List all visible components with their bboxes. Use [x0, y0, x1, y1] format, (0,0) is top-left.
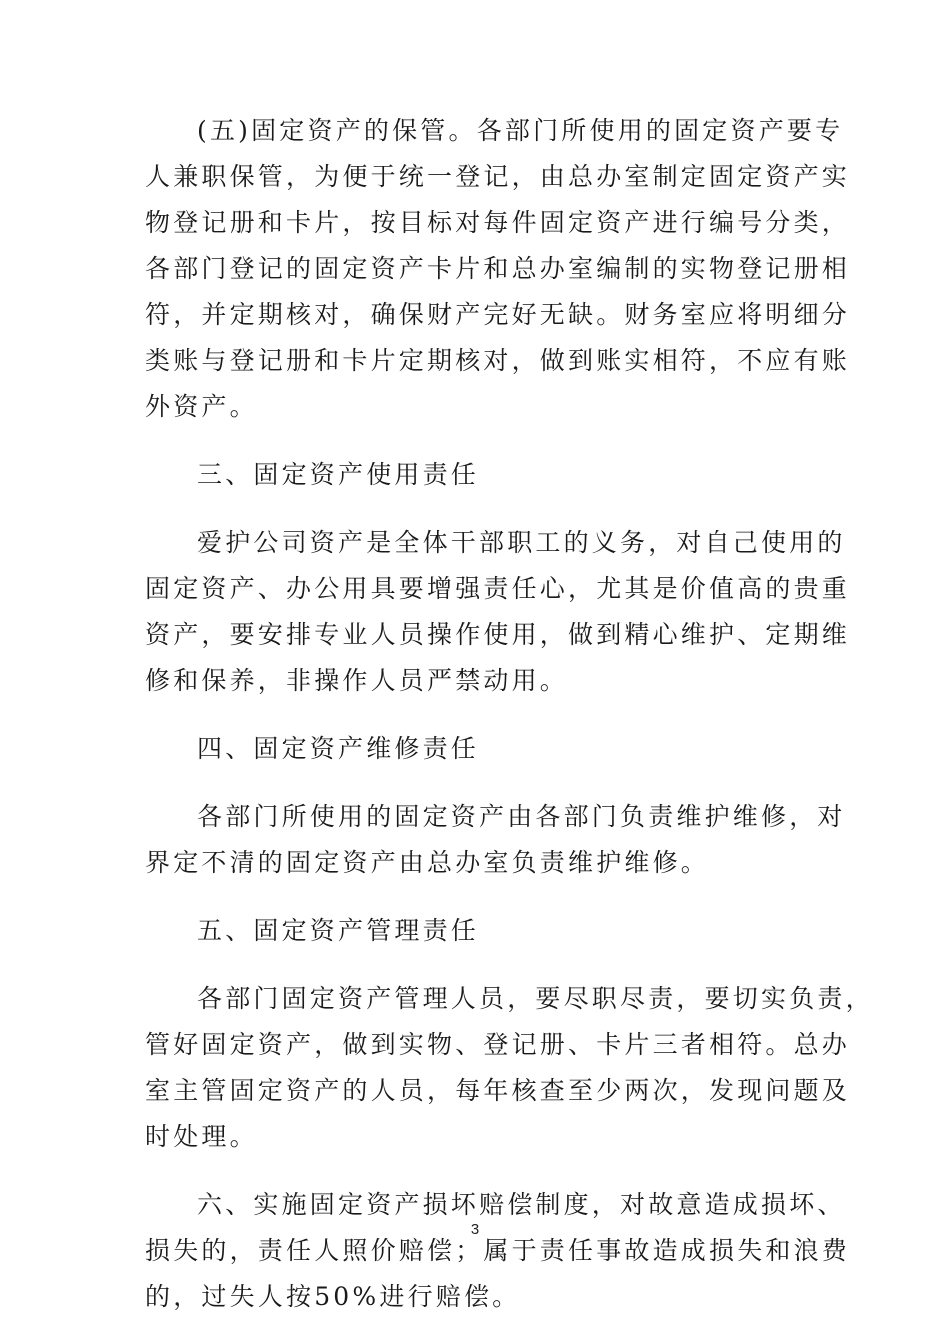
text-line: 符，并定期核对，确保财产完好无缺。财务室应将明细分 — [145, 300, 851, 329]
section-heading-management-responsibility — [145, 908, 795, 954]
heading-line: 三、固定资产使用责任 — [197, 460, 480, 489]
text-line: 各部门所使用的固定资产由各部门负责维护维修，对 — [197, 802, 846, 831]
text-line: (五)固定资产的保管。各部门所使用的固定资产要专 — [197, 116, 844, 145]
text-line: 各部门固定资产管理人员，要尽职尽责，要切实负责， — [197, 984, 874, 1013]
text-line: 爱护公司资产是全体干部职工的义务，对自己使用的 — [197, 528, 846, 557]
text-line: 六、实施固定资产损坏赔偿制度，对故意造成损坏、 — [197, 1190, 846, 1219]
text-line: 各部门登记的固定资产卡片和总办室编制的实物登记册相 — [145, 254, 851, 283]
heading-line: 五、固定资产管理责任 — [197, 916, 480, 945]
paragraph-usage-responsibility — [145, 520, 851, 704]
section-heading-usage-responsibility — [145, 452, 795, 498]
text-line: 管好固定资产，做到实物、登记册、卡片三者相符。总办 — [145, 1030, 851, 1059]
text-line: 固定资产、办公用具要增强责任心，尤其是价值高的贵重 — [145, 574, 851, 603]
page-number: 3 — [470, 1221, 480, 1238]
section-heading-repair-responsibility — [145, 726, 795, 772]
text-line: 外资产。 — [145, 392, 258, 421]
text-line: 时处理。 — [145, 1122, 258, 1151]
text-line: 室主管固定资产的人员，每年核查至少两次，发现问题及 — [145, 1076, 851, 1105]
text-line: 修和保养，非操作人员严禁动用。 — [145, 666, 569, 695]
paragraph-asset-custody — [145, 108, 851, 430]
text-line: 的，过失人按50%进行赔偿。 — [145, 1282, 521, 1311]
paragraph-repair-responsibility — [145, 794, 846, 886]
text-line: 界定不清的固定资产由总办室负责维护维修。 — [145, 848, 710, 877]
document-body — [145, 108, 874, 1342]
text-line: 损失的，责任人照价赔偿；属于责任事故造成损失和浪费 — [145, 1236, 851, 1265]
text-line: 资产，要安排专业人员操作使用，做到精心维护、定期维 — [145, 620, 851, 649]
paragraph-damage-compensation — [145, 1182, 851, 1320]
text-line: 类账与登记册和卡片定期核对，做到账实相符，不应有账 — [145, 346, 851, 375]
paragraph-management-responsibility — [145, 976, 874, 1160]
heading-line: 四、固定资产维修责任 — [197, 734, 480, 763]
text-line: 人兼职保管，为便于统一登记，由总办室制定固定资产实 — [145, 162, 851, 191]
text-line: 物登记册和卡片，按目标对每件固定资产进行编号分类， — [145, 208, 851, 237]
